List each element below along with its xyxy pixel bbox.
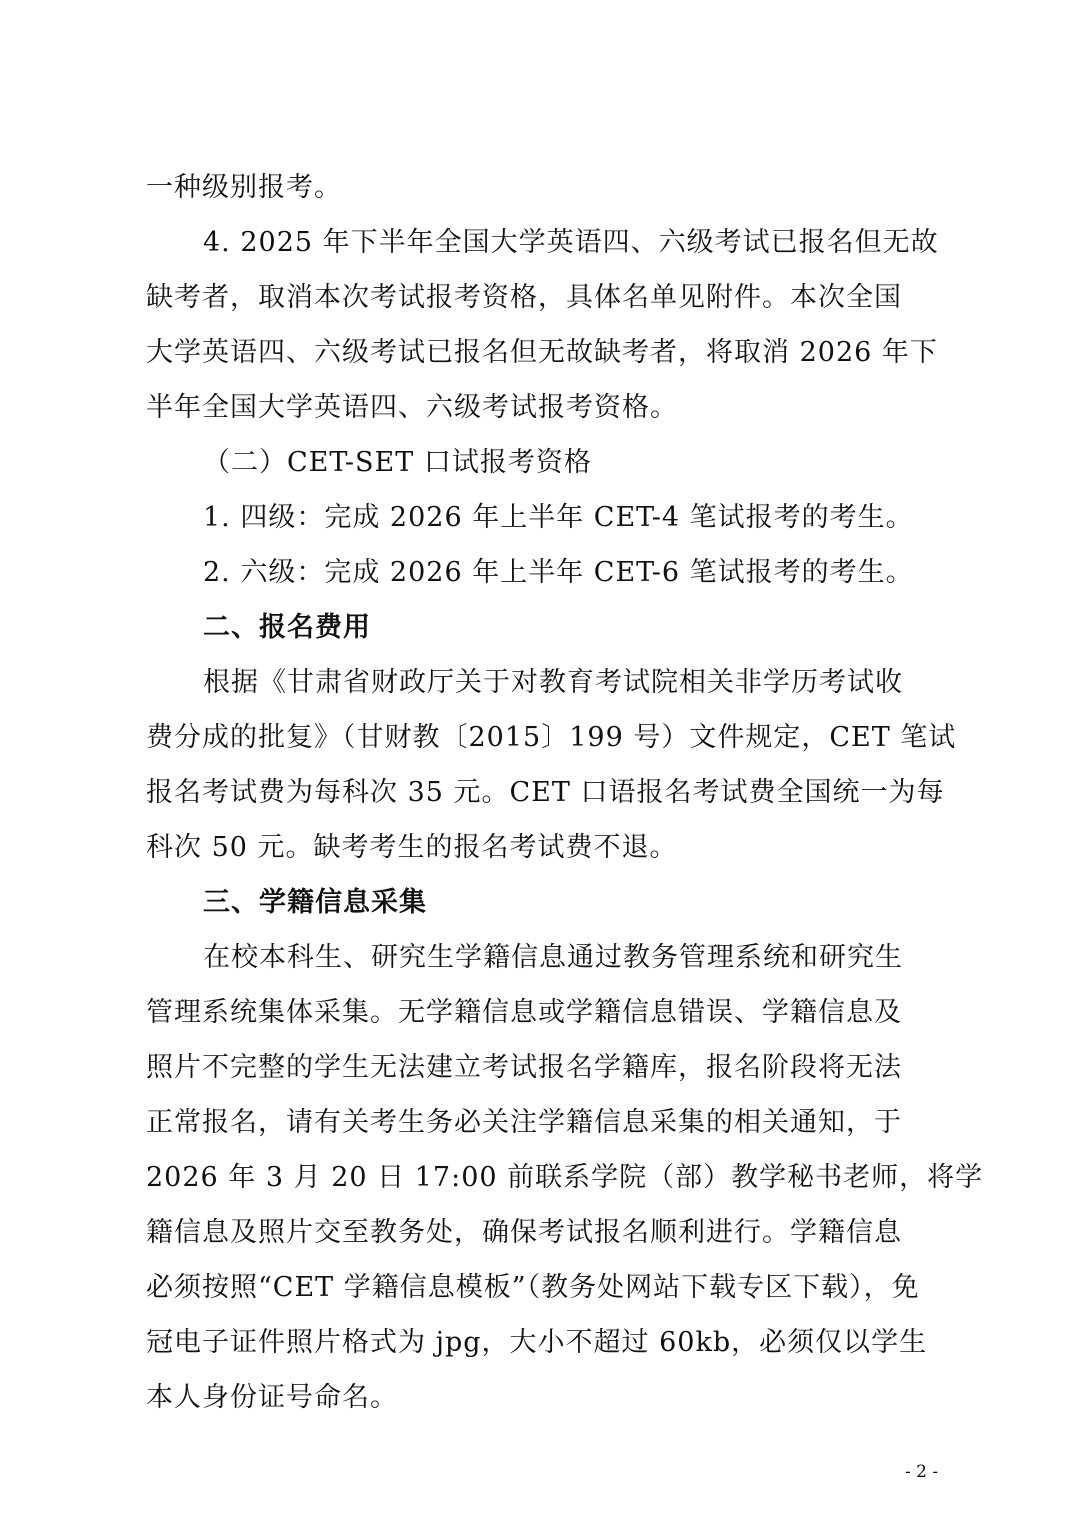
body-text-line: 管理系统集体采集。无学籍信息或学籍信息错误、学籍信息及 <box>146 997 902 1028</box>
paragraph-start-student-info: 在校本科生、研究生学籍信息通过教务管理系统和研究生 <box>203 942 903 973</box>
page-number: - 2 - <box>905 1462 939 1482</box>
body-text-line: 科次 50 元。缺考考生的报名考试费不退。 <box>146 832 678 863</box>
body-text-line: 缺考者，取消本次考试报考资格，具体名单见附件。本次全国 <box>146 282 902 313</box>
body-text-line: 大学英语四、六级考试已报名但无故缺考者，将取消 2026 年下 <box>146 337 938 368</box>
body-text-line: 2026 年 3 月 20 日 17:00 前联系学院（部）教学秘书老师，将学 <box>146 1162 984 1193</box>
paragraph-start-fees: 根据《甘肃省财政厅关于对教育考试院相关非学历考试收 <box>203 667 903 698</box>
body-text-line: 冠电子证件照片格式为 jpg，大小不超过 60kb，必须仅以学生 <box>146 1327 928 1358</box>
document-body <box>146 160 984 1425</box>
body-text-line: 正常报名，请有关考生务必关注学籍信息采集的相关通知，于 <box>146 1107 902 1138</box>
body-text-line: 半年全国大学英语四、六级考试报考资格。 <box>146 392 678 423</box>
body-text-line: 费分成的批复》（甘财教〔2015〕199 号）文件规定，CET 笔试 <box>146 722 957 753</box>
body-text-line: 报名考试费为每科次 35 元。CET 口语报名考试费全国统一为每 <box>146 777 945 808</box>
list-item-2: 2. 六级：完成 2026 年上半年 CET-6 笔试报考的考生。 <box>203 557 914 588</box>
section-heading-student-info: 三、学籍信息采集 <box>203 887 427 918</box>
body-text-line: 籍信息及照片交至教务处，确保考试报名顺利进行。学籍信息 <box>146 1217 902 1248</box>
body-text-line: 本人身份证号命名。 <box>146 1382 398 1413</box>
list-item-1: 1. 四级：完成 2026 年上半年 CET-4 笔试报考的考生。 <box>203 502 914 533</box>
list-item-4: 4. 2025 年下半年全国大学英语四、六级考试已报名但无故 <box>203 227 939 258</box>
section-heading-fees: 二、报名费用 <box>203 612 371 643</box>
subsection-heading-oral-exam: （二）CET-SET 口试报考资格 <box>203 447 592 478</box>
body-text-line: 必须按照“CET 学籍信息模板”（教务处网站下载专区下载），免 <box>146 1272 920 1303</box>
body-text-line: 照片不完整的学生无法建立考试报名学籍库，报名阶段将无法 <box>146 1052 902 1083</box>
body-text-line: 一种级别报考。 <box>146 172 342 203</box>
